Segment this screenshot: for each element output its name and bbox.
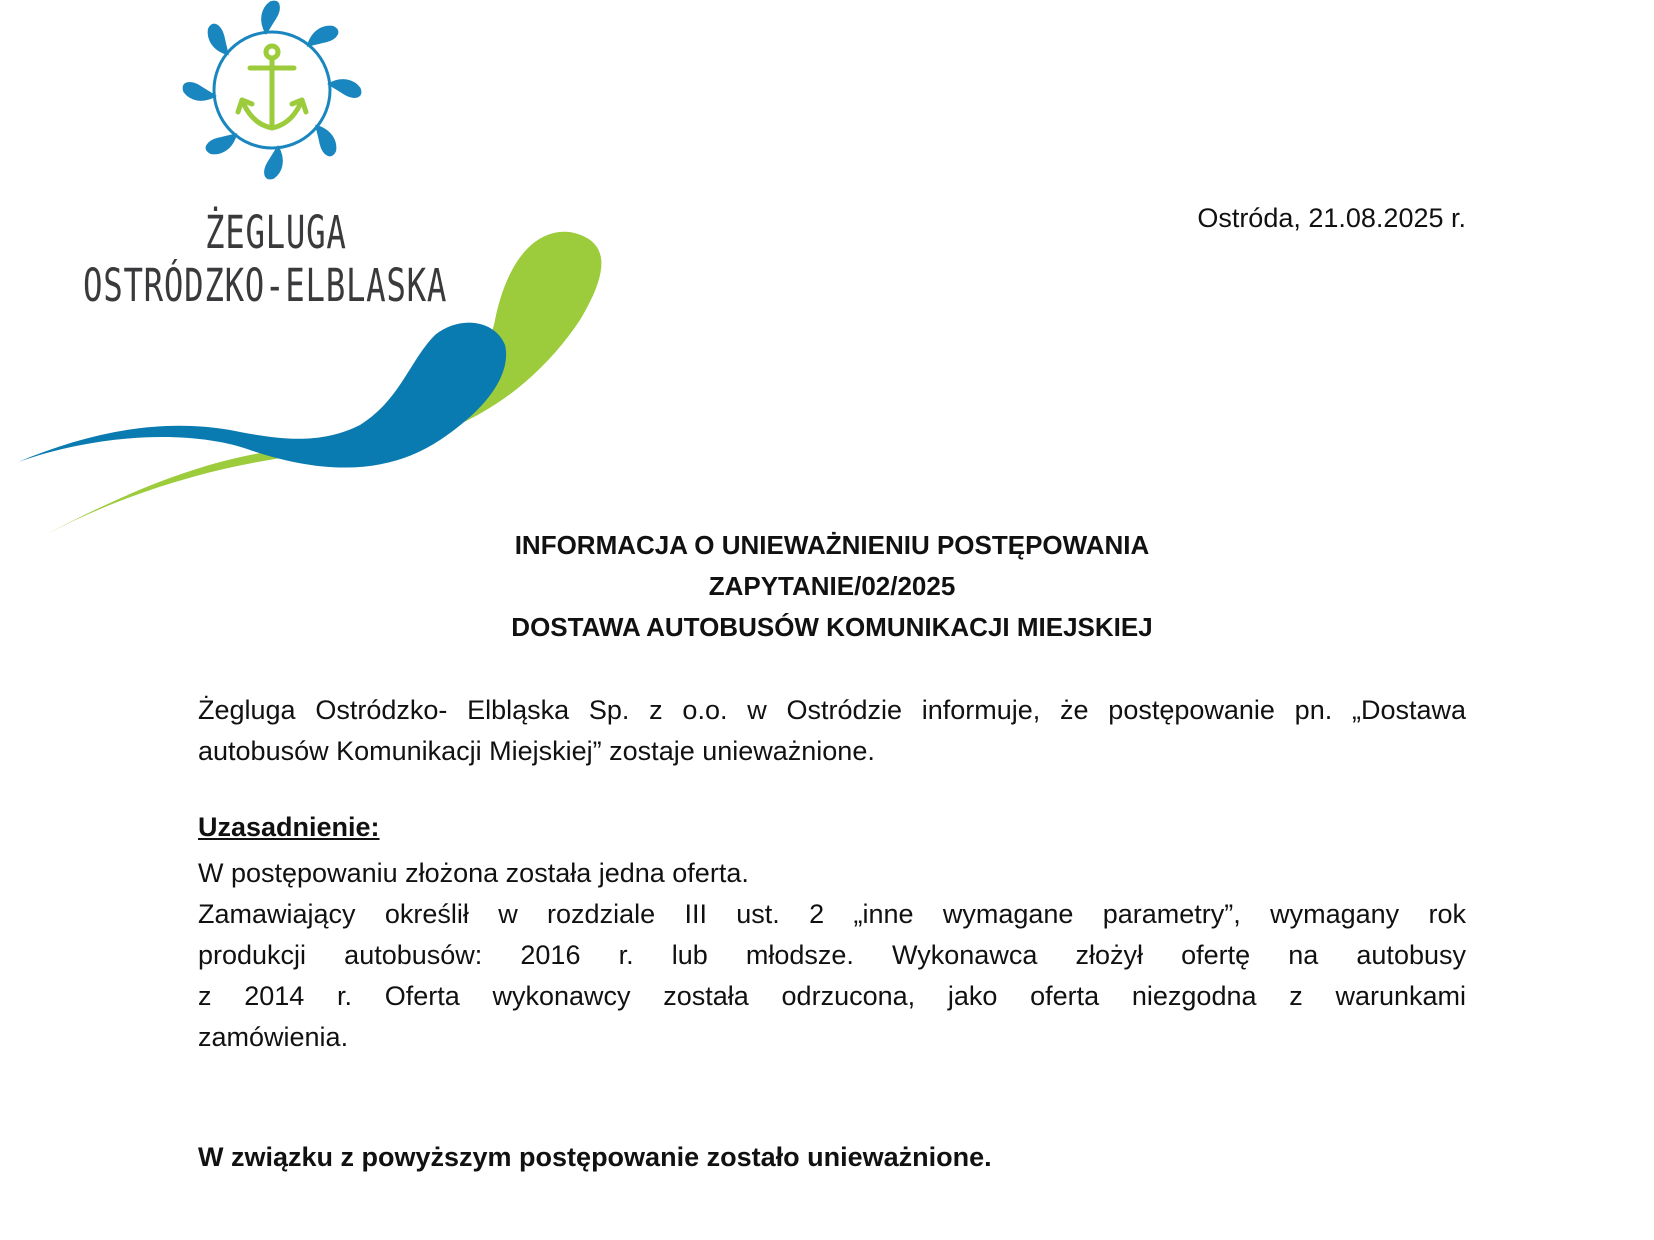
intro-line: Żegluga Ostródzko- Elbląska Sp. z o.o. w Ostródzie informuje, że postępowanie pn. „Dostawa xyxy=(198,695,1466,725)
conclusion-statement: W związku z powyższym postępowanie zostało unieważnione. xyxy=(198,1142,992,1172)
blue-wave-shape xyxy=(18,323,506,468)
company-logo xyxy=(0,0,640,560)
inquiry-number: ZAPYTANIE/02/2025 xyxy=(708,571,956,601)
justification-line: zamówienia. xyxy=(198,1022,349,1052)
justification-paragraph xyxy=(198,853,1466,1058)
document-date: Ostróda, 21.08.2025 r. xyxy=(1197,203,1466,233)
intro-line: autobusów Komunikacji Miejskiej” zostaje unieważnione. xyxy=(198,736,875,766)
justification-line: Zamawiający określił w rozdziale III ust. 2 „inne wymagane parametry”, wymagany rok xyxy=(198,899,1466,929)
procurement-subject: DOSTAWA AUTOBUSÓW KOMUNIKACJI MIEJSKIEJ xyxy=(511,612,1153,642)
logo-text-line1: ŻEGLUGA xyxy=(205,206,347,259)
logo-text-line2: OSTRÓDZKO-ELBLASKA xyxy=(83,259,448,312)
document-title: INFORMACJA O UNIEWAŻNIENIU POSTĘPOWANIA xyxy=(514,530,1150,560)
justification-title: Uzasadnienie: xyxy=(198,812,380,842)
justification-line: z 2014 r. Oferta wykonawcy została odrzucona, jako oferta niezgodna z warunkami xyxy=(198,981,1466,1011)
justification-line: W postępowaniu złożona została jedna oferta. xyxy=(198,858,749,888)
justification-line: produkcji autobusów: 2016 r. lub młodsze. Wykonawca złożył ofertę na autobusy xyxy=(198,940,1466,970)
intro-paragraph xyxy=(198,690,1466,772)
anchor-icon xyxy=(238,46,306,128)
